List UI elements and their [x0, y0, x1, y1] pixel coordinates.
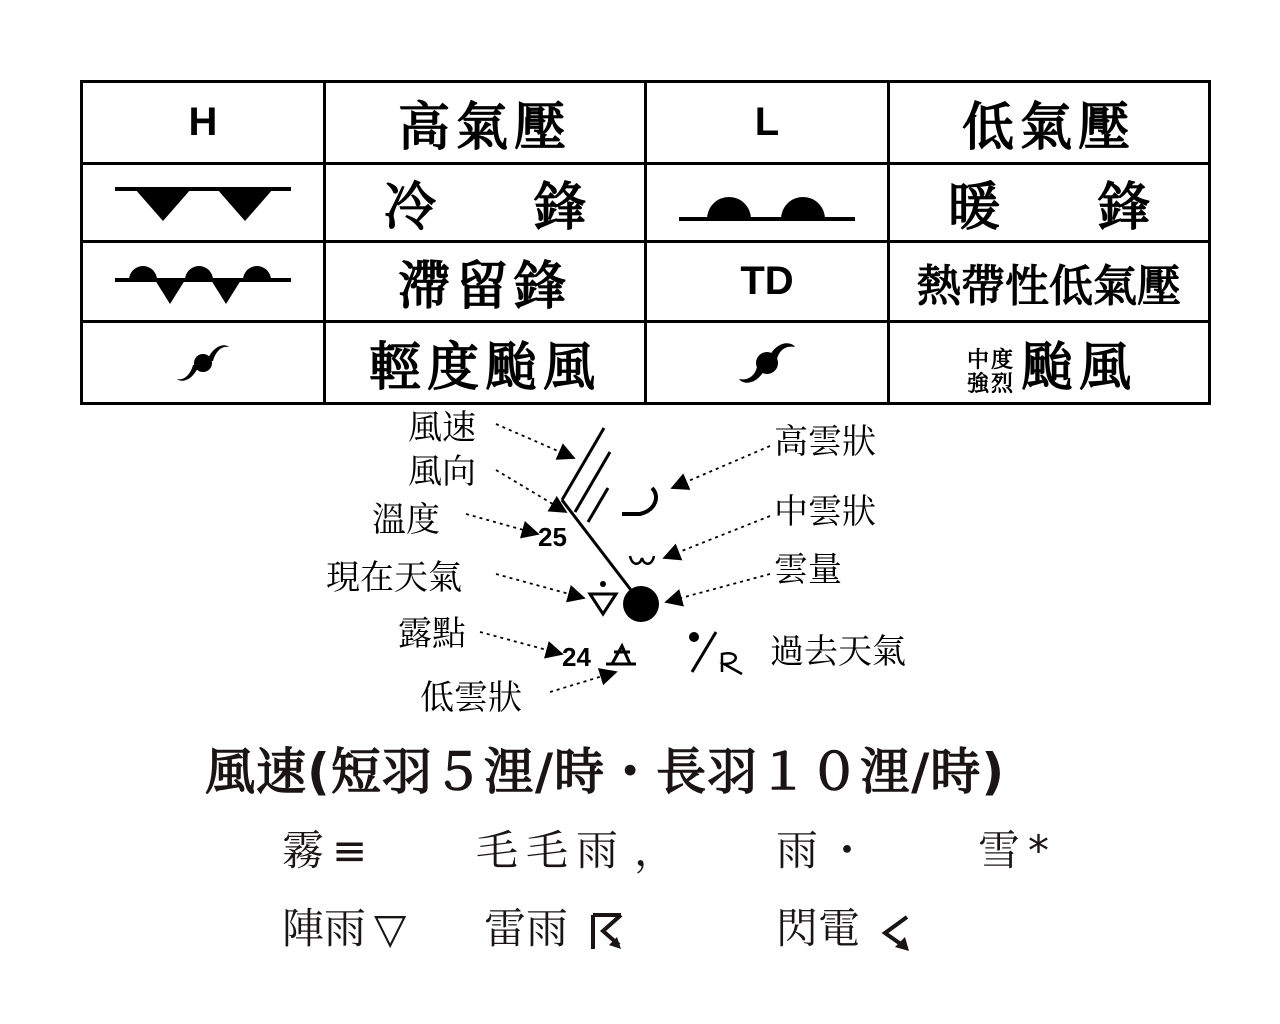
high-cloud-symbol-icon	[622, 488, 656, 514]
shower-legend-item	[282, 896, 406, 956]
stationary-front-icon	[82, 242, 325, 322]
low-pressure-symbol: L	[646, 82, 889, 164]
low-cloud-symbol-icon	[606, 646, 636, 664]
stationary-front-label: 滯留鋒	[325, 242, 646, 322]
weather-symbol-legend-table	[80, 80, 1211, 405]
warm-front-label: 暖 鋒	[889, 164, 1210, 242]
snow-glyph: *	[1028, 826, 1050, 875]
snow-legend-item	[978, 818, 1049, 878]
cloud-amount-circle-icon	[623, 586, 659, 622]
wind-speed-label: 風速	[408, 408, 476, 448]
thunderstorm-icon	[587, 911, 627, 953]
cold-front-label: 冷 鋒	[325, 164, 646, 242]
thunderstorm-legend-item	[484, 896, 627, 956]
low-pressure-label: 低氣壓	[889, 82, 1210, 164]
past-weather-label: 過去天氣	[770, 632, 906, 672]
fog-glyph: ≡	[332, 826, 368, 875]
present-weather-shower-icon	[590, 581, 616, 614]
snow-label: 雪	[978, 826, 1021, 875]
lightning-legend-item	[776, 896, 917, 956]
high-cloud-label: 高雲狀	[774, 422, 876, 462]
tropical-depression-symbol: TD	[646, 242, 889, 322]
station-model-diagram	[0, 402, 1280, 732]
typhoon-intensity-stack: 中度 強烈	[966, 346, 1015, 397]
thunderstorm-label: 雷雨	[484, 904, 569, 953]
past-weather-rain-icon	[689, 632, 742, 674]
station-model-drawing	[0, 402, 1280, 732]
lightning-icon	[877, 911, 917, 953]
present-weather-label: 現在天氣	[326, 558, 462, 598]
legend-row-stationary	[82, 242, 1210, 322]
legend-row-typhoon	[82, 322, 1210, 404]
rain-legend-item	[776, 818, 868, 878]
fog-label: 霧	[282, 826, 325, 875]
drizzle-label: 毛毛雨	[476, 826, 627, 875]
temperature-value: 25	[538, 522, 567, 552]
strong-typhoon-icon	[646, 322, 889, 404]
light-typhoon-icon	[82, 322, 325, 404]
rain-label: 雨	[776, 826, 819, 875]
lightning-label: 閃電	[776, 904, 861, 953]
dew-point-value: 24	[562, 642, 591, 672]
light-typhoon-label: 輕度颱風	[325, 322, 646, 404]
high-pressure-label: 高氣壓	[325, 82, 646, 164]
mid-cloud-symbol-icon	[630, 556, 654, 564]
drizzle-legend-item	[476, 818, 684, 878]
mid-cloud-label: 中雲狀	[774, 492, 876, 532]
low-cloud-label: 低雲狀	[420, 678, 522, 718]
strong-typhoon-label: 中度 強烈 颱風	[889, 322, 1210, 404]
legend-row-fronts	[82, 164, 1210, 242]
shower-glyph: ▽	[374, 904, 407, 953]
warm-front-icon	[646, 164, 889, 242]
cold-front-icon	[82, 164, 325, 242]
legend-row-pressure	[82, 82, 1210, 164]
rain-glyph: ・	[826, 826, 869, 875]
wind-direction-label: 風向	[408, 452, 476, 492]
fog-legend-item	[282, 818, 367, 878]
wind-speed-caption: 風速(短羽５浬/時・長羽１０浬/時)	[205, 743, 1006, 801]
shower-label: 陣雨	[282, 904, 367, 953]
drizzle-glyph: ，	[634, 826, 685, 875]
temperature-label: 溫度	[372, 500, 440, 540]
dew-point-label: 露點	[398, 614, 466, 654]
high-pressure-symbol: H	[82, 82, 325, 164]
wind-barb-icon	[562, 428, 634, 594]
cloud-amount-label: 雲量	[774, 550, 842, 590]
tropical-depression-label: 熱帶性低氣壓	[889, 242, 1210, 322]
